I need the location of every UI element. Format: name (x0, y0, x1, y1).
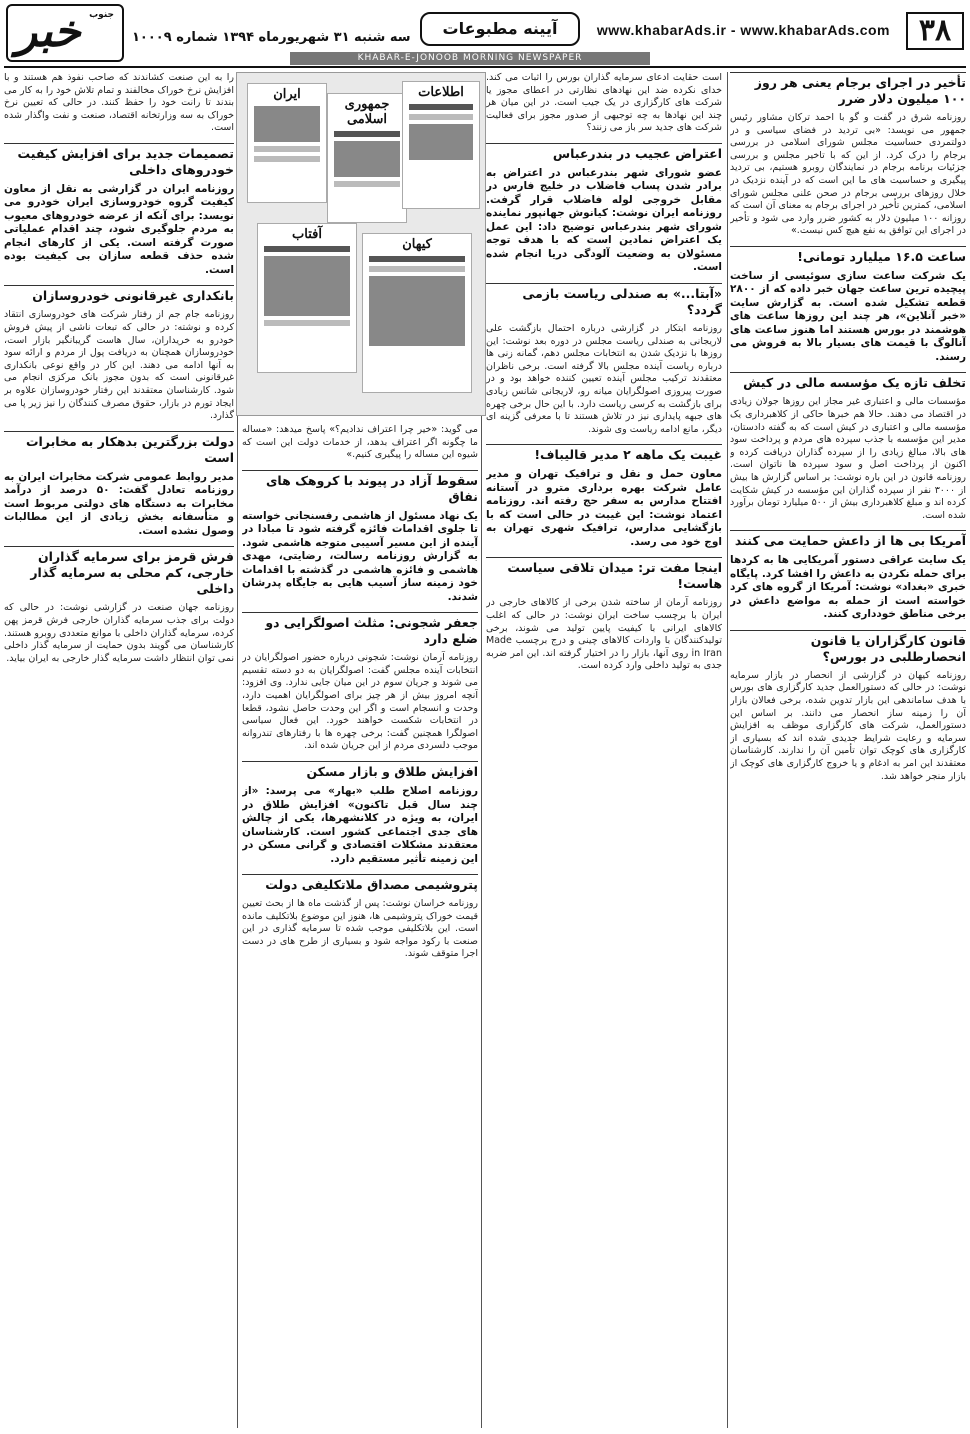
newspaper-collage-photo (236, 72, 486, 416)
article-headline: ساعت ۱۶.۵ میلیارد تومانی! (730, 246, 966, 267)
article (730, 530, 966, 622)
column-3 (242, 424, 478, 1434)
page-number: ۳۸ (906, 12, 964, 50)
column-4 (4, 72, 234, 1428)
paper-thumb (362, 233, 472, 393)
text-line (254, 146, 320, 152)
article (730, 72, 966, 238)
article (486, 444, 722, 549)
article-body: است حقایت ادعای سرمایه گذاران بورس را اثبات می کند. خدای نکرده ضد این نهادهای نظارتی در اعطای مجوز یا شرکت های کارگزاری در یک جیب است. در این میان هر چند این نهادها به چه توجیهی از صدور مجوز برای فعالیت شرکت های جدید سر باز می زنند؟ (486, 72, 722, 134)
article-lead: مدیر روابط عمومی شرکت مخابرات ایران به روزنامه تعادل گفت: ۵۰ درصد از درآمد مخابرات به دستگاه های دولتی مربوط است و متأسفانه بخش زیادی از این مطالبات وصول نشده است. (4, 470, 234, 537)
article-headline: تأخیر در اجرای برجام یعنی هر روز ۱۰۰ میلیون دلار ضرر (730, 72, 966, 109)
section-title: آیینه مطبوعات (420, 12, 580, 46)
logo-text: خبر (16, 6, 81, 57)
article-lead: معاون حمل و نقل و ترافیک تهران و مدیر عامل شرکت بهره برداری مترو در آستانه افتتاح مدارس به سفر حج رفته اند. روزنامه اعتماد نوشت: این غیبت در حالی است که با بازگشایی مدارس، ترافیک شهری تهران به اوج خود می رسد. (486, 468, 722, 548)
article-body: روزنامه آرمان از ساخته شدن برخی از کالاهای خارجی در ایران با برچسب ساخت ایران نوشت: در حالی که اغلب کالاهای ایرانی با کیفیت پایین تولید می شوند، برخی تولیدکنندگان با واردات کالاهای چینی و درج برچسب Made in Iran روی آنها، بازار را در اختیار گرفته اند. این امر ضربه جدی به تولید داخلی وارد کرده است. (486, 597, 722, 672)
article-headline: افزایش طلاق و بازار مسکن (242, 761, 478, 782)
column-2 (486, 72, 722, 1428)
paper-thumb (247, 83, 327, 203)
header-rule (4, 66, 966, 68)
english-subtitle: KHABAR-E-JONOOB MORNING NEWSPAPER (290, 52, 650, 65)
article (486, 143, 722, 275)
paper-title: آفتاب (292, 227, 322, 242)
article-body: روزنامه ابتکار در گزارشی درباره احتمال بازگشت علی لاریجانی به صندلی ریاست مجلس در دوره بعد نوشت: این روزها با نزدیک شدن به انتخابات مجلس دهم، گمانه زنی ها درباره ریاست آینده مجلس بالا گرفته است. برخی ناظران معتقدند ترکیب مجلس آینده تعیین کننده خواهد بود و در صورت پیروزی اصولگرایان میانه رو، لاریجانی شانس زیادی برای بازگشت به کرسی ریاست دارد. با این حال برخی چهره های جبهه پایداری نیز در تلاش هستند تا با معرفی گزینه ای دیگر، مانع ادامه ریاست وی شوند. (486, 322, 722, 435)
article-body: روزنامه جهان صنعت در گزارشی نوشت: در حالی که دولت برای جذب سرمایه گذاران خارجی فرش قرمز پهن کرده، سرمایه گذاران داخلی با موانع متعددی روبرو هستند. کارشناسان می گویند بدون حمایت از سرمایه گذار داخلی نمی توان انتظار داشت سرمایه گذار خارجی به ایران بیاید. (4, 602, 234, 664)
article-headline: جعفر شجونی: مثلث اصولگرایی دو ضلع دارد (242, 612, 478, 649)
paper-title: کیهان (402, 237, 432, 252)
issue-date: سه شنبه ۳۱ شهریورماه ۱۳۹۴ شماره ۱۰۰۰۹ (132, 30, 411, 45)
headline-bar (334, 131, 400, 137)
site-url[interactable]: www.khabarAds.ir - www.khabarAds.com (596, 22, 890, 38)
paper-thumb (327, 93, 407, 223)
article-body: روزنامه شرق در گفت و گو با احمد ترکان مشاور رئیس جمهور می نویسد: «بی تردید در فضای سیاسی و در دولتمردی حساسیت مجلس شورای اسلامی در بررسی برجام را درک کرد. از این که با تاخیر مجلس و بررسی جزئیات برنامه برجام در نمایندگان روبرو هستیم، بی تردید پیگیری و حساسیت های ما این است که در آینده نزدیک در خلال روزهای بررسی برجام در صحن علنی مجلس شورای اسلامی، کمترین تأخیر در اجرای برجام به معنای آن است که روزانه ۱۰۰ میلیون دلار به کشور ضرر وارد می شود و تأخیر در اجرای این توافق به نفع هیچ کس نیست.» (730, 112, 966, 237)
paper-image (409, 124, 473, 160)
column-1 (730, 72, 966, 1428)
text-line (369, 266, 465, 272)
masthead (0, 0, 970, 68)
article-lead: یک نهاد مسئول از هاشمی رفسنجانی خواسته تا جلوی اقدامات فائزه گرفته شود تا مبادا در آینده از این مسیر آسیبی متوجه هاشمی شود. به گزارش روزنامه رسالت، رضایتی، مهدی هاشمی و فائزه هاشمی در گذشته با اقدامات خود زمینه ساز آسیب هایی به جایگاه پدرشان شدند. (242, 509, 478, 603)
article (486, 72, 722, 135)
article (486, 557, 722, 673)
article (242, 612, 478, 753)
article-body: روزنامه جام جم از رفتار شرکت های خودروسازی انتقاد کرده و نوشته: در حالی که تبعات ناشی از پیش فروش خودرو به خریداران، سال هاست گریبانگیر بازار است، خودروسازان همچنان به دریافت پول از مردم و ارائه سود به آنها ادامه می دهند. این کار در واقع نوعی بانکداری غیرقانونی است که بدون مجوز بانک مرکزی انجام می شود. کارشناسان معتقدند این رفتار خودروسازان علاوه بر ایجاد تورم در بازار، حقوق مصرف کنندگان را نیز زیر پا می گذارد. (4, 309, 234, 422)
paper-title: ایران (273, 87, 301, 102)
paper-image (264, 256, 350, 316)
article-headline: سقوط آزاد در پیوند با کروهک های نفاق (242, 470, 478, 507)
article-lead: عضو شورای شهر بندرعباس در اعتراض به برادر شدن پساب فاضلاب در خلیج فارس در مقابل خروجی لوله فاضلاب قرار گرفت. روزنامه ایران نوشت: کیانوش جهانپور نماینده شورای شهر بندرعباس توضیح داد: این عمل یک اعتراض نمادین است که با هدف توجه مسئولان به وضعیت آلودگی دریا انجام شده است. (486, 166, 722, 274)
paper-thumb (402, 81, 480, 209)
article-lead: روزنامه ایران در گزارشی به نقل از معاون کیفیت گروه خودروسازی ایران خودرو می نویسد: برای آنکه از عرضه خودروهای معیوب به مردم جلوگیری شود، چند اقدام عملیاتی صورت گرفته است. یکی از کارهای انجام شده حذف قطعه سازان بی کیفیت بوده است. (4, 182, 234, 276)
article-headline: تخلف تازه یک مؤسسه مالی در کیش (730, 372, 966, 393)
paper-thumb (257, 223, 357, 373)
article-body: روزنامه خراسان نوشت: پس از گذشت ماه ها از بحث تعیین قیمت خوراک پتروشیمی ها، هنوز این موضوع بلاتکلیف مانده است. این بلاتکلیفی موجب شده تا سرمایه گذاری در این صنعت با رکود مواجه شود و بسیاری از طرح های در دست اجرا متوقف شوند. (242, 898, 478, 960)
article-headline: آمریکا بی ها از داعش حمایت می کنند (730, 530, 966, 551)
article (4, 431, 234, 539)
article-headline: تصمیمات جدید برای افزایش کیفیت خودروهای داخلی (4, 143, 234, 180)
article-headline: اعتراض عجیب در بندرعباس (486, 143, 722, 164)
paper-image (334, 141, 400, 177)
article-headline: «آبتا...» به صندلی ریاست بازمی گردد؟ (486, 283, 722, 320)
article (242, 761, 478, 866)
newspaper-logo (6, 4, 124, 62)
article-headline: پتروشیمی مصداق ملاتکلیفی دولت (242, 874, 478, 895)
article-body: را به این صنعت کشاندند که صاحب نفوذ هم هستند و با افزایش نرخ خوراک مخالفند و تمام تلاش خود را به کار می بندند تا رانت خود را حفظ کنند. در حالی که تعیین نرخ خوراک به سه وزارتخانه اقتصاد، صنعت و نفت واگذار شده است. (4, 72, 234, 134)
article (4, 285, 234, 422)
article (730, 372, 966, 522)
paper-title: اطلاعات (418, 85, 464, 100)
logo-subtext: جنوب (89, 10, 114, 20)
article-headline: بانکداری غیرقانونی خودروسازان (4, 285, 234, 306)
headline-bar (369, 256, 465, 262)
article (4, 546, 234, 665)
article (486, 283, 722, 436)
article-headline: اینجا مفت تر: میدان تلاقی سیاست هاست! (486, 557, 722, 594)
column-divider (727, 72, 728, 1428)
article (242, 424, 478, 462)
text-line (409, 114, 473, 120)
paper-image (369, 276, 465, 346)
article-headline: قانون کارگزاران یا قانون انحصارطلبی در بورس؟ (730, 630, 966, 667)
article-body: روزنامه کیهان در گزارشی از انحصار در بازار سرمایه نوشت: در حالی که دستورالعمل جدید کارگزاری های بورس با هدف ساماندهی این بازار تدوین شده، برخی فعالان بازار آن را زمینه ساز انحصار می دانند. بر اساس این دستورالعمل، شرکت های کارگزاری موظف به افزایش سرمایه و رعایت شرایط جدیدی شده اند که بسیاری از کارگزاری های کوچک توان تأمین آن را ندارند. کارشناسان معتقدند این امر به ادغام و یا خروج کارگزاری های کوچک از بازار منجر خواهد شد. (730, 669, 966, 782)
text-line (334, 181, 400, 187)
headline-bar (264, 246, 350, 252)
article-headline: دولت بزرگترین بدهکار به مخابرات است (4, 431, 234, 468)
article (242, 874, 478, 961)
article (730, 630, 966, 783)
headline-bar (409, 104, 473, 110)
text-line (254, 156, 320, 162)
article-lead: روزنامه اصلاح طلب «بهار» می پرسد: «از چند سال قبل تاکنون» افزایش طلاق در ایران، به ویژه در کلانشهرها، یکی از چالش های جدی اجتماعی کشور است. کارشناسان معتقدند مشکلات اقتصادی و گرانی مسکن در این زمینه تأثیر مستقیم دارد. (242, 785, 478, 865)
article (730, 246, 966, 365)
paper-image (254, 106, 320, 142)
article-lead: یک شرکت ساعت سازی سوئیسی از ساخت پیچیده ترین ساعت جهان خبر داده که از ۲۸۰۰ قطعه تشکیل شده است. به گزارش سایت «خبر آنلاین»، هر چند این روزها ساعت های هوشمند در بورس هستند اما هنوز ساعت های آنالوگ با قیمت های بسیار بالا به فروش می رسند. (730, 269, 966, 363)
article-body: مؤسسات مالی و اعتباری غیر مجاز این روزها جولان زیادی در اقتصاد می دهند. حالا هم خبرها حاکی از کلاهبرداری یک مؤسسه مالی و اعتباری در کیش است که به گفته دادستان، مدیر این مؤسسه با جذب سپرده های مردم و پرداخت سود های بالا، مبالغ زیادی را از سپرده گذاران دریافت کرده و اکنون از پرداخت اصل و سود سپرده ها ناتوان است. روزنامه قانون در این باره نوشت: بر اساس گزارش ها بیش از ۳۰۰۰ نفر از سپرده گذاران این مؤسسه در کیش شکایت کرده اند و مبلغ کلاهبرداری بیش از ۵۰۰ میلیارد تومان برآورد شده است. (730, 396, 966, 521)
article (4, 72, 234, 135)
article-lead: یک سایت عراقی دستور آمریکایی ها به کردها برای حمله نکردن به داعش را افشا کرد. پایگاه خبری «بغداد» نوشت: آمریکا از گروه های کرد خواسته است از حمله به مواضع داعش در برخی مناطق خودداری کنند. (730, 554, 966, 621)
paper-title: جمهوری اسلامی (344, 97, 390, 127)
text-line (264, 320, 350, 326)
article-headline: غیبت یک ماهه ۲ مدیر قالیباف! (486, 444, 722, 465)
article-headline: فرش قرمز برای سرمایه گذاران خارجی، کم محلی به سرمایه گذار داخلی (4, 546, 234, 599)
article-body: روزنامه آرمان نوشت: شجونی درباره حضور اصولگرایان در انتخابات آینده مجلس گفت: اصولگرایان به دو دسته تقسیم می شوند و جریان سوم در این میان جایی ندارد. وی افزود: آنچه امروز بیش از هر چیز برای اصولگرایان اهمیت دارد، وحدت و انسجام است و اگر این وحدت حاصل نشود، قطعا در انتخابات شکست خواهند خورد. این فعال سیاسی اصولگرا همچنین گفت: برخی چهره ها با رفتارهای تندروانه موجب دلسردی مردم از این جریان شده اند. (242, 652, 478, 752)
article (4, 143, 234, 278)
article (242, 470, 478, 605)
article-body: می گوید: «خیر چرا اعتراف ندادیم؟» پاسخ میدهد: «مساله ما چگونه اگر اعتراف بدهد، از خدمات دولت این است که شیوه این مساله را پیگیری کنیم.» (242, 424, 478, 461)
